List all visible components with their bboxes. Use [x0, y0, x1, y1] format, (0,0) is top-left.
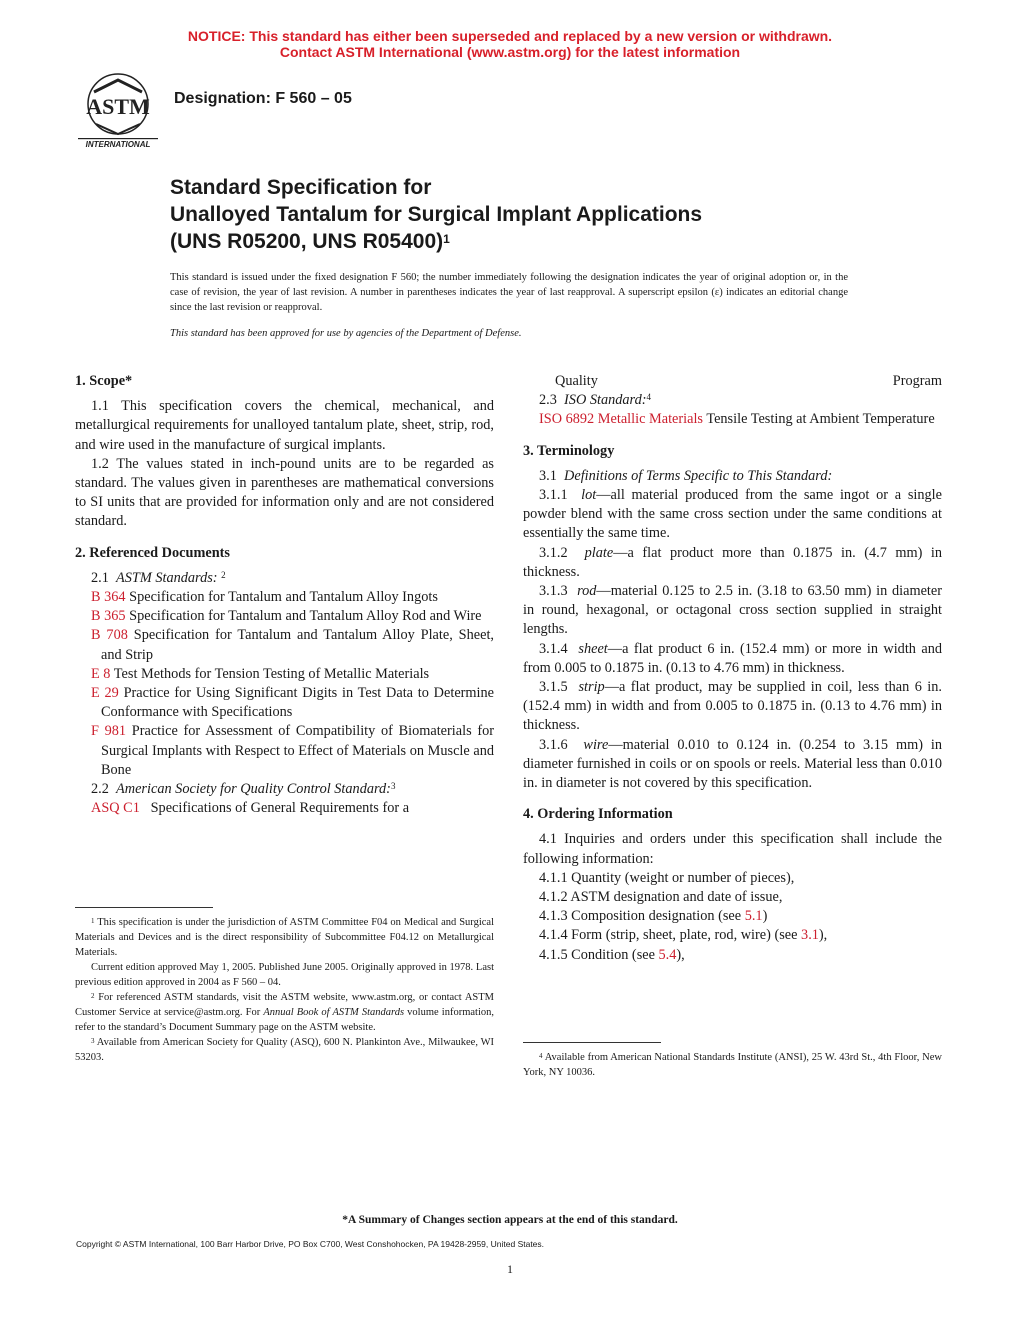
- section-3-heading: 3. Terminology: [523, 442, 615, 459]
- dod-approval-note: This standard has been approved for use by agencies of the Department of Defense.: [170, 328, 522, 339]
- title-footnote-mark: 1: [443, 232, 450, 246]
- term-strip: 3.1.5 strip—a flat product, may be supplied in coil, less than 6 in. (152.4 mm) in width and from 0.005 to 0.1875 in. (0.13 to 4.76 mm) in thickness.: [523, 679, 942, 734]
- left-column: [75, 372, 494, 818]
- footnote-1b: Current edition approved May 1, 2005. Published June 2005. Originally approved in 1978. Last previous edition approved in 2004 as F 560 – 04.: [75, 962, 494, 988]
- term-plate: 3.1.2 plate—a flat product more than 0.1875 in. (4.7 mm) in thickness.: [523, 544, 943, 580]
- reference-b365: B 365 Specification for Tantalum and Tantalum Alloy Rod and Wire: [91, 608, 482, 625]
- term-wire: 3.1.6 wire—material 0.010 to 0.124 in. (0.254 to 3.15 mm) in diameter furnished in coils or on spools or reels. Material less than 0.010 in. in diameter is not covered by this specification.: [523, 736, 942, 792]
- copyright-line: Copyright © ASTM International, 100 Barr Harbor Drive, PO Box C700, West Conshohocken, PA 19428-2959, United States.: [76, 1239, 545, 1249]
- footnote-4: $^4$ Available from American National Standards Institute (ANSI), 25 W. 43rd St., 4th Floor, New York, NY 10036.: [523, 1052, 942, 1078]
- footnote-3: $^3$ Available from American Society for Quality (ASQ), 600 N. Plankinton Ave., Milwaukee, WI 53203.: [75, 1037, 495, 1063]
- logo-caption: INTERNATIONAL: [85, 140, 151, 149]
- title-line-1: Standard Specification for: [170, 176, 432, 199]
- page-number: 1: [507, 1262, 513, 1276]
- right-column: [523, 372, 942, 965]
- section-link[interactable]: 5.1: [744, 908, 763, 925]
- footnotes-right: [523, 1050, 942, 1080]
- reference-code-link[interactable]: B 708: [91, 627, 128, 644]
- reference-code-link[interactable]: ISO 6892: [539, 411, 595, 428]
- title-line-3: (UNS R05200, UNS R05400)$^1$: [170, 230, 450, 253]
- term-rod: 3.1.3 rod—material 0.125 to 2.5 in. (3.18 to 63.50 mm) in diameter in round, hexagonal, or octagonal cross section supplied in straight lengths.: [523, 583, 942, 638]
- order-item-form: 4.1.4 Form (strip, sheet, plate, rod, wire) (see 3.1),: [539, 927, 828, 944]
- section-2-heading: 2. Referenced Documents: [75, 544, 230, 561]
- section-3-1: 3.1 Definitions of Terms Specific to This Standard:: [539, 467, 833, 484]
- section-2-1: 2.1 ASTM Standards: $^2$: [91, 569, 226, 586]
- section-2-3: 2.3 ISO Standard:$^4$: [539, 392, 651, 409]
- order-item-quantity: 4.1.1 Quantity (weight or number of pieces),: [539, 869, 795, 886]
- astm-logo: [74, 72, 162, 150]
- reference-b708: B 708 Specification for Tantalum and Tantalum Alloy Plate, Sheet, and Strip: [91, 627, 494, 663]
- footnotes-left: [75, 915, 494, 1065]
- summary-of-changes-note: *A Summary of Changes section appears at the end of this standard.: [342, 1214, 678, 1226]
- section-1-1: 1.1 This specification covers the chemical, mechanical, and metallurgical requirements for unalloyed tantalum plate, sheet, strip, rod, and wire used in the manufacture of surgical implants.: [75, 398, 494, 453]
- reference-code-link[interactable]: ASQ C1: [91, 800, 140, 817]
- reference-e29: E 29 Practice for Using Significant Digits in Test Data to Determine Conformance with Specifications: [91, 685, 495, 721]
- reference-f981: F 981 Practice for Assessment of Compatibility of Biomaterials for Surgical Implants with Respect to Effect of Materials on Muscle and Bone: [91, 723, 494, 778]
- notice-line-1: NOTICE: This standard has either been superseded and replaced by a new version or withdrawn.: [187, 28, 833, 44]
- issuance-note: This standard is issued under the fixed designation F 560; the number immediately following the designation indicates the year of original adoption or, in the case of revision, the year of last revision. A number in parentheses indicates the year of last reapproval. A superscript epsilon (ε) indicates an editorial change since the last revision or reapproval.: [170, 272, 848, 313]
- term-lot: 3.1.1 lot—all material produced from the same ingot or a single powder blend with the same cross section under the same conditions at essentially the same time.: [523, 487, 943, 542]
- order-item-condition: 4.1.5 Condition (see 5.4),: [539, 946, 685, 963]
- reference-e8: E 8 Test Methods for Tension Testing of Metallic Materials: [91, 665, 430, 682]
- document-title: [170, 174, 702, 255]
- reference-code-link[interactable]: E 29: [91, 685, 119, 702]
- reference-code-link[interactable]: B 365: [91, 608, 126, 625]
- reference-iso-6892: ISO 6892 Metallic Materials Tensile Testing at Ambient Temperature: [539, 411, 935, 428]
- asq-continuation: Quality Program: [555, 373, 942, 389]
- iso-title-link[interactable]: Metallic Materials: [597, 411, 703, 428]
- section-4-1: 4.1 Inquiries and orders under this specification shall include the following information:: [523, 831, 942, 867]
- section-2-2: 2.2 American Society for Quality Control Standard:$^3$: [91, 781, 396, 798]
- section-1-heading: 1. Scope*: [75, 373, 133, 389]
- section-link[interactable]: 3.1: [801, 927, 819, 944]
- section-1-2: 1.2 The values stated in inch-pound units are to be regarded as standard. The values given in parentheses are mathematical conversions to SI units that are provided for information only and are not considered standard.: [75, 455, 494, 530]
- footnote-rule-right: [523, 1042, 661, 1043]
- term-sheet: 3.1.4 sheet—a flat product 6 in. (152.4 mm) or more in width and from 0.005 to 0.1875 in. (0.13 to 4.76 mm) in thickness.: [523, 640, 942, 676]
- section-link[interactable]: 5.4: [658, 946, 677, 963]
- footnote-rule-left: [75, 907, 213, 908]
- reference-code-link[interactable]: B 364: [91, 589, 126, 606]
- footnote-1: $^1$ This specification is under the jurisdiction of ASTM Committee F04 on Medical and Surgical Materials and Devices and is the direct responsibility of Subcommittee F04.12 on Metallurgical Materials.: [75, 917, 494, 958]
- order-item-composition: 4.1.3 Composition designation (see 5.1): [539, 908, 768, 925]
- reference-asq-c1: ASQ C1 Specifications of General Requirements for a: [91, 800, 410, 817]
- footnote-2: $^2$ For referenced ASTM standards, visit the ASTM website, www.astm.org, or contact ASTM Customer Service at service@astm.org. For Annual Book of ASTM Standards volume information, refer to the standard’s Document Summary page on the ASTM website.: [75, 992, 495, 1033]
- designation: Designation: F 560 – 05: [174, 90, 352, 107]
- section-4-heading: 4. Ordering Information: [523, 806, 673, 823]
- order-item-designation: 4.1.2 ASTM designation and date of issue,: [539, 889, 783, 906]
- logo-monogram: ASTM: [86, 94, 150, 119]
- reference-b364: B 364 Specification for Tantalum and Tantalum Alloy Ingots: [91, 589, 438, 606]
- notice-line-2: Contact ASTM International (www.astm.org) for the latest information: [279, 44, 741, 60]
- reference-code-link[interactable]: E 8: [91, 665, 111, 682]
- title-line-2: Unalloyed Tantalum for Surgical Implant Applications: [170, 203, 703, 226]
- reference-code-link[interactable]: F 981: [91, 723, 127, 740]
